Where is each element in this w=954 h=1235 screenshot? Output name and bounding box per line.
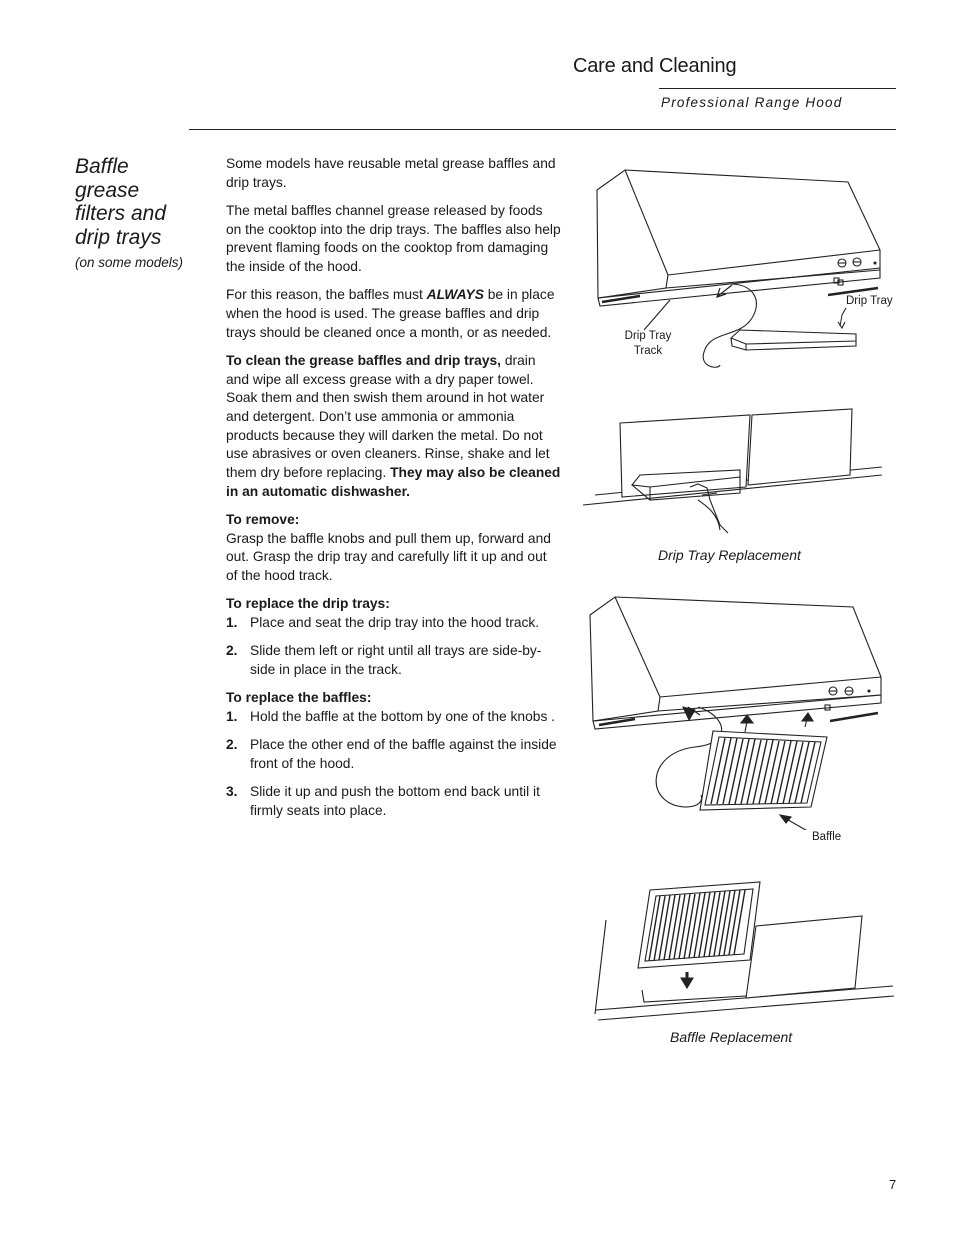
- replace-trays-heading: To replace the drip trays:: [226, 596, 390, 612]
- page-header-title: Care and Cleaning: [573, 55, 737, 77]
- step-item: [226, 614, 561, 633]
- step-item: [226, 708, 561, 727]
- remove-heading: To remove:: [226, 511, 300, 527]
- baffle-label: Baffle: [812, 831, 842, 843]
- replace-baffles-steps: [226, 708, 561, 821]
- baffles-purpose-paragraph: The metal baffles channel grease released by foods on the cooktop into the drip trays. The baffles also help prevent flaming foods on the cooktop from damaging the inside of the hood.: [226, 202, 561, 275]
- baffle-replacement-caption: Baffle Replacement: [670, 1029, 793, 1045]
- replace-trays-block: [226, 595, 561, 679]
- section-title: [75, 155, 205, 249]
- header-rule-long: [189, 129, 896, 130]
- hood-baffle-illustration: [585, 595, 885, 830]
- replace-baffles-block: [226, 689, 561, 820]
- always-emphasis: ALWAYS: [426, 287, 484, 303]
- cleaning-dishwasher-note: They may also be cleaned in an automatic dishwasher.: [226, 465, 561, 499]
- always-paragraph: [226, 286, 561, 342]
- section-title-line: Baffle: [75, 155, 129, 178]
- step-number: 1.: [226, 614, 238, 630]
- drip-tray-track-label: [620, 329, 676, 359]
- intro-paragraph: Some models have reusable metal grease baffles and drip trays.: [226, 156, 556, 190]
- drip-tray-replacement-illustration: [580, 405, 890, 540]
- step-text: Place and seat the drip tray into the hood track.: [250, 614, 540, 630]
- cleaning-paragraph: [226, 352, 561, 502]
- header-rule-short: [659, 88, 896, 89]
- remove-paragraph: [226, 511, 561, 586]
- section-title-line: drip trays: [75, 225, 162, 249]
- cleaning-text: drain and wipe all excess grease with a dry paper towel. Soak them and then swish them around in hot water and detergent. Don’t use ammonia or ammonia products because they will darken the metal. Do not use abrasives or oven cleaners. Rinse, shake and let them dry before replacing.: [226, 352, 550, 481]
- replace-trays-steps: [226, 614, 561, 680]
- step-text: Hold the baffle at the bottom by one of the knobs .: [250, 708, 556, 724]
- cleaning-heading: To clean the grease baffles and drip trays,: [226, 352, 502, 368]
- page-number: 7: [889, 1177, 897, 1192]
- step-item: [226, 736, 561, 773]
- section-note: (on some models): [75, 255, 184, 270]
- step-text: Slide them left or right until all trays are side-by-side in place in the track.: [250, 643, 542, 677]
- step-number: 2.: [226, 736, 238, 752]
- remove-text: Grasp the baffle knobs and pull them up, forward and out. Grasp the drip tray and carefully lift it up and out of the hood track.: [226, 530, 551, 584]
- page-header-subtitle: Professional Range Hood: [661, 95, 843, 110]
- always-text-after: be in place when the hood is used. The grease baffles and drip trays should be cleaned once a month, or as needed.: [226, 287, 555, 340]
- drip-tray-track-label-line: Drip Tray: [624, 330, 672, 342]
- step-item: [226, 642, 561, 679]
- step-number: 2.: [226, 643, 238, 659]
- replace-baffles-heading: To replace the baffles:: [226, 690, 372, 706]
- step-text: Slide it up and push the bottom end back until it firmly seats into place.: [250, 783, 540, 818]
- drip-tray-replacement-caption: Drip Tray Replacement: [658, 547, 801, 563]
- body-text: [226, 155, 561, 830]
- section-title-line: grease: [75, 178, 140, 202]
- always-text-before: For this reason, the baffles must: [226, 287, 427, 303]
- step-number: 3.: [226, 783, 238, 799]
- step-number: 1.: [226, 708, 238, 724]
- drip-tray-label: Drip Tray: [846, 295, 893, 307]
- step-text: Place the other end of the baffle against the inside front of the hood.: [250, 736, 557, 771]
- section-title-line: filters and: [75, 202, 167, 225]
- baffle-replacement-illustration: [590, 878, 900, 1028]
- drip-tray-track-label-line: Track: [633, 345, 663, 357]
- step-item: [226, 783, 561, 820]
